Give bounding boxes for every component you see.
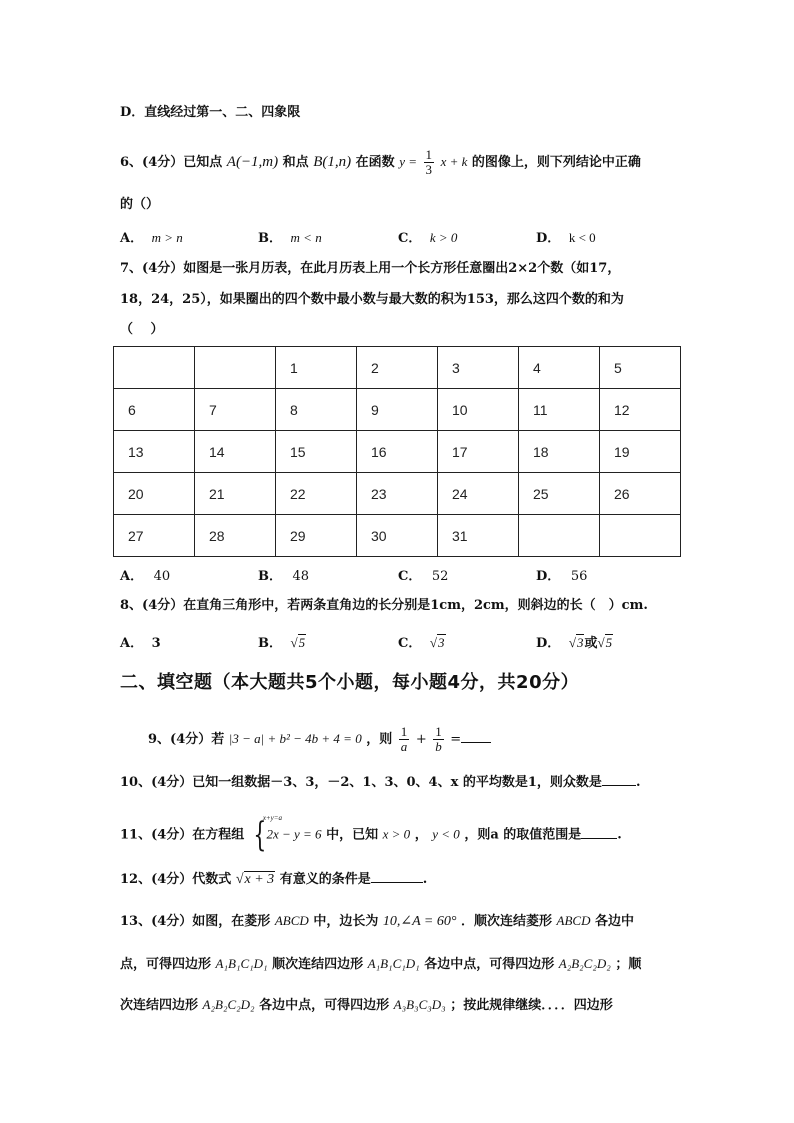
calendar-cell: 21 xyxy=(195,473,276,515)
calendar-row xyxy=(114,515,681,557)
calendar-cell: 24 xyxy=(438,473,519,515)
q8-option-c: C． √3 xyxy=(398,635,445,651)
question-9: 9、(4分）若 |3 − a| + b² − 4b + 4 = 0 ，则 $\frac{1}{a}$ + $\frac{1}{b}$ = xyxy=(148,725,491,754)
calendar-cell: 16 xyxy=(357,431,438,473)
question-13-line3: 次连结四边形 A₂B₂C₂D₂ 各边中点，可得四边形 A₃B₃C₃D₃ ；按此规律继续．．．．四边形 xyxy=(120,997,613,1013)
calendar-cell: 28 xyxy=(195,515,276,557)
q5-option-d: D．直线经过第一、二、四象限 xyxy=(120,105,301,120)
calendar-cell: 10 xyxy=(438,389,519,431)
answer-blank[interactable] xyxy=(371,870,423,883)
calendar-cell: 7 xyxy=(195,389,276,431)
calendar-table xyxy=(113,346,681,557)
calendar-cell xyxy=(114,347,195,389)
fraction-1-over-b: $\frac{1}{b}$ xyxy=(435,724,442,754)
calendar-cell: 4 xyxy=(519,347,600,389)
section-heading-fill-in: 二、填空题（本大题共5个小题，每小题4分，共20分） xyxy=(120,672,580,693)
q8-option-d: D． √3或√5 xyxy=(536,635,613,651)
sqrt-5: √5 xyxy=(597,635,613,650)
calendar-cell: 2 xyxy=(357,347,438,389)
calendar-cell: 18 xyxy=(519,431,600,473)
calendar-cell: 12 xyxy=(600,389,681,431)
q7-option-c: C． 52 xyxy=(398,569,449,584)
calendar-cell: 17 xyxy=(438,431,519,473)
question-13: 13、(4分）如图，在菱形 ABCD 中，边长为 10,∠A = 60° ．顺次连结菱形 ABCD 各边中 xyxy=(120,913,635,929)
point-b: B(1,n) xyxy=(313,154,352,170)
calendar-cell: 11 xyxy=(519,389,600,431)
fraction-1-over-a: $\frac{1}{a}$ xyxy=(400,724,408,754)
left-brace: { xyxy=(253,815,267,855)
q6-option-b: B． m < n xyxy=(258,230,322,246)
calendar-cell: 1 xyxy=(276,347,357,389)
question-13-line2: 点，可得四边形 A₁B₁C₁D₁ 顺次连结四边形 A₁B₁C₁D₁ 各边中点，可得四边形 A₂B₂C₂D₂ ；顺 xyxy=(120,956,642,972)
calendar-cell: 26 xyxy=(600,473,681,515)
q7-option-a: A． 40 xyxy=(120,569,171,584)
sqrt-3: √3 xyxy=(568,635,584,650)
calendar-cell: 23 xyxy=(357,473,438,515)
calendar-cell xyxy=(519,515,600,557)
calendar-cell: 27 xyxy=(114,515,195,557)
calendar-cell: 13 xyxy=(114,431,195,473)
calendar-cell: 25 xyxy=(519,473,600,515)
equation-system: x+y=a {2x − y = 6 xyxy=(253,814,322,855)
q7-option-d: D． 56 xyxy=(536,569,588,584)
calendar-row xyxy=(114,389,681,431)
q8-option-b: B． √5 xyxy=(258,635,306,651)
sqrt-3: √3 xyxy=(429,635,445,650)
calendar-cell xyxy=(600,515,681,557)
question-12: 12、(4分）代数式 √x + 3 有意义的条件是 . xyxy=(120,870,427,890)
calendar-cell: 14 xyxy=(195,431,276,473)
calendar-cell xyxy=(195,347,276,389)
calendar-cell: 9 xyxy=(357,389,438,431)
answer-blank[interactable] xyxy=(581,826,617,839)
answer-blank[interactable] xyxy=(602,773,636,786)
sqrt-x-plus-3: √x + 3 xyxy=(235,872,275,887)
question-7-line3: （ ） xyxy=(120,322,164,337)
calendar-row xyxy=(114,473,681,515)
question-11: 11、(4分）在方程组 x+y=a {2x − y = 6 中，已知 x > 0 ， y < 0 ，则a 的取值范围是 . xyxy=(120,814,622,855)
calendar-cell: 30 xyxy=(357,515,438,557)
question-6-line2: 的（） xyxy=(120,197,160,212)
calendar-cell: 31 xyxy=(438,515,519,557)
calendar-cell: 15 xyxy=(276,431,357,473)
question-7-line2: 18，24，25），如果圈出的四个数中最小数与最大数的积为153，那么这四个数的和为 xyxy=(120,292,624,307)
calendar-cell: 20 xyxy=(114,473,195,515)
calendar-cell: 3 xyxy=(438,347,519,389)
q8-option-a: A． 3 xyxy=(120,636,161,651)
calendar-cell: 29 xyxy=(276,515,357,557)
question-8: 8、(4分）在直角三角形中，若两条直角边的长分别是1cm，2cm，则斜边的长（ ）cm. xyxy=(120,598,648,613)
question-6: 6、(4分）已知点 A(−1,m) 和点 B(1,n) 在函数 y = $\frac{1}{3}$ x + k 的图像上，则下列结论中正确 xyxy=(120,147,641,177)
fraction-one-third: $\frac{1}{3}$ xyxy=(425,147,433,177)
sqrt-5: √5 xyxy=(290,635,306,650)
q6-option-d: D． k < 0 xyxy=(536,230,596,246)
point-a: A(−1,m) xyxy=(226,154,279,170)
calendar-cell: 19 xyxy=(600,431,681,473)
q7-option-b: B． 48 xyxy=(258,569,310,584)
q6-option-a: A． m > n xyxy=(120,230,183,246)
question-7: 7、(4分）如图是一张月历表，在此月历表上用一个长方形任意圈出2×2个数（如17， xyxy=(120,261,621,276)
question-10: 10、(4分）已知一组数据－3、3，－2、1、3、0、4、x 的平均数是1，则众数是 . xyxy=(120,775,641,790)
answer-blank[interactable] xyxy=(461,730,491,743)
calendar-cell: 6 xyxy=(114,389,195,431)
calendar-row xyxy=(114,431,681,473)
calendar-cell: 5 xyxy=(600,347,681,389)
q6-option-c: C． k > 0 xyxy=(398,230,458,246)
calendar-row xyxy=(114,347,681,389)
calendar-cell: 8 xyxy=(276,389,357,431)
calendar-cell: 22 xyxy=(276,473,357,515)
